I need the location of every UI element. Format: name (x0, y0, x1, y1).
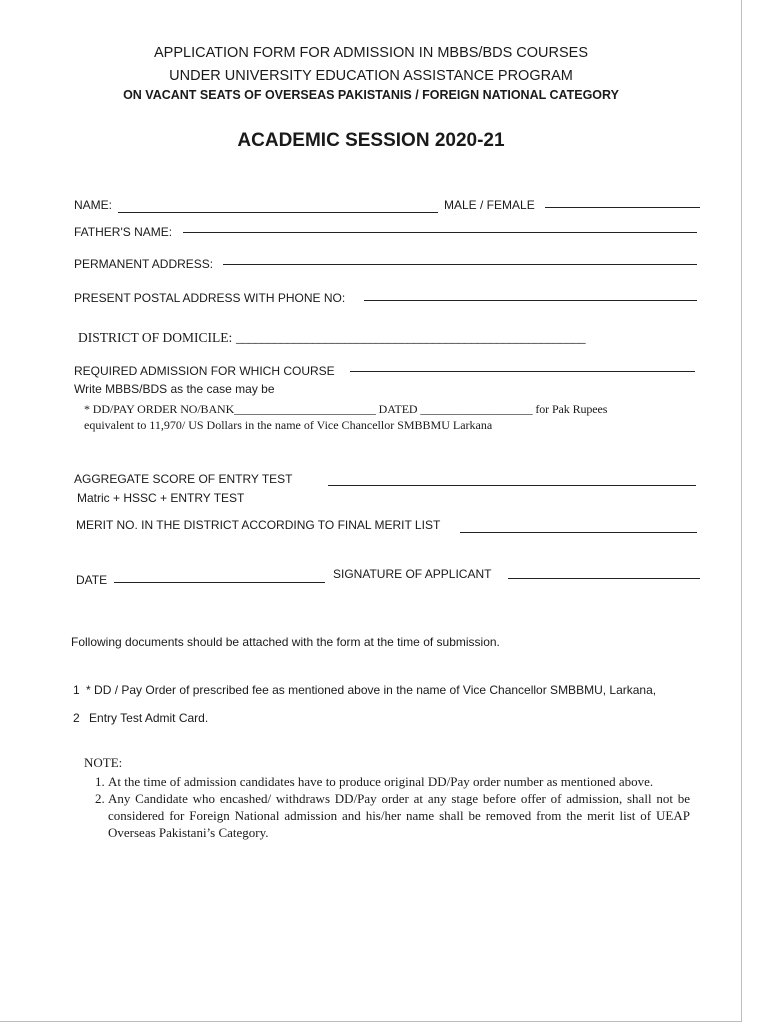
course-hint: Write MBBS/BDS as the case may be (74, 382, 275, 396)
domicile-label: DISTRICT OF DOMICILE: (78, 330, 233, 345)
title-line-3: ON VACANT SEATS OF OVERSEAS PAKISTANIS / FOREIGN NATIONAL CATEGORY (123, 88, 619, 102)
document-item-text: * DD / Pay Order of prescribed fee as mentioned above in the name of Vice Chancellor SMBBMU, Larkana, (86, 683, 657, 697)
name-label: NAME: (74, 198, 113, 212)
note-item: 2. Any Candidate who encashed/ withdraws DD/Pay order at any stage before offer of admission, shall not be considered for Foreign National admission and his/her name shall be removed from the merit list of UEAP Overseas Pakistani’s Category. (108, 790, 690, 841)
father-name-label: FATHER'S NAME: (74, 225, 173, 239)
document-item-number: 2 (73, 711, 80, 725)
course-label: REQUIRED ADMISSION FOR WHICH COURSE (74, 364, 335, 378)
merit-field[interactable] (460, 532, 697, 533)
signature-label: SIGNATURE OF APPLICANT (333, 567, 492, 581)
gender-label: MALE / FEMALE (444, 198, 535, 212)
note-section (84, 754, 690, 841)
title-line-2: UNDER UNIVERSITY EDUCATION ASSISTANCE PROGRAM (169, 68, 573, 84)
postal-address-label: PRESENT POSTAL ADDRESS WITH PHONE NO: (74, 291, 346, 305)
aggregate-hint: Matric + HSSC + ENTRY TEST (77, 491, 245, 505)
domicile-field[interactable]: _______________________________________________________ (236, 330, 586, 345)
documents-intro: Following documents should be attached with the form at the time of submission. (71, 635, 500, 649)
document-item (73, 711, 208, 725)
signature-field[interactable] (508, 578, 700, 579)
postal-address-field[interactable] (364, 300, 697, 301)
note-heading: NOTE: (84, 755, 123, 770)
course-field[interactable] (350, 371, 695, 372)
session-title: ACADEMIC SESSION 2020-21 (237, 130, 505, 151)
document-item (73, 683, 656, 697)
note-item: 1. At the time of admission candidates have to produce original DD/Pay order number as mentioned above. (108, 773, 690, 790)
title-line-1: APPLICATION FORM FOR ADMISSION IN MBBS/BDS COURSES (154, 45, 588, 61)
father-name-field[interactable] (183, 232, 697, 233)
permanent-address-field[interactable] (223, 264, 697, 265)
date-field[interactable] (114, 582, 325, 583)
aggregate-label: AGGREGATE SCORE OF ENTRY TEST (74, 472, 293, 486)
permanent-address-label: PERMANENT ADDRESS: (74, 257, 214, 271)
document-item-number: 1 (73, 683, 80, 697)
dd-amount-note: equivalent to 11,970/ US Dollars in the name of Vice Chancellor SMBBMU Larkana (84, 418, 493, 432)
note-list (84, 773, 690, 841)
name-field[interactable] (118, 212, 438, 213)
merit-label: MERIT NO. IN THE DISTRICT ACCORDING TO FINAL MERIT LIST (76, 518, 441, 532)
date-label: DATE (76, 573, 108, 587)
dd-pay-order-line[interactable]: * DD/PAY ORDER NO/BANK________________________ DATED ___________________ for Pak Rupees (84, 402, 608, 416)
document-item-text: Entry Test Admit Card. (89, 711, 209, 725)
aggregate-field[interactable] (328, 485, 696, 486)
gender-field[interactable] (545, 207, 700, 208)
